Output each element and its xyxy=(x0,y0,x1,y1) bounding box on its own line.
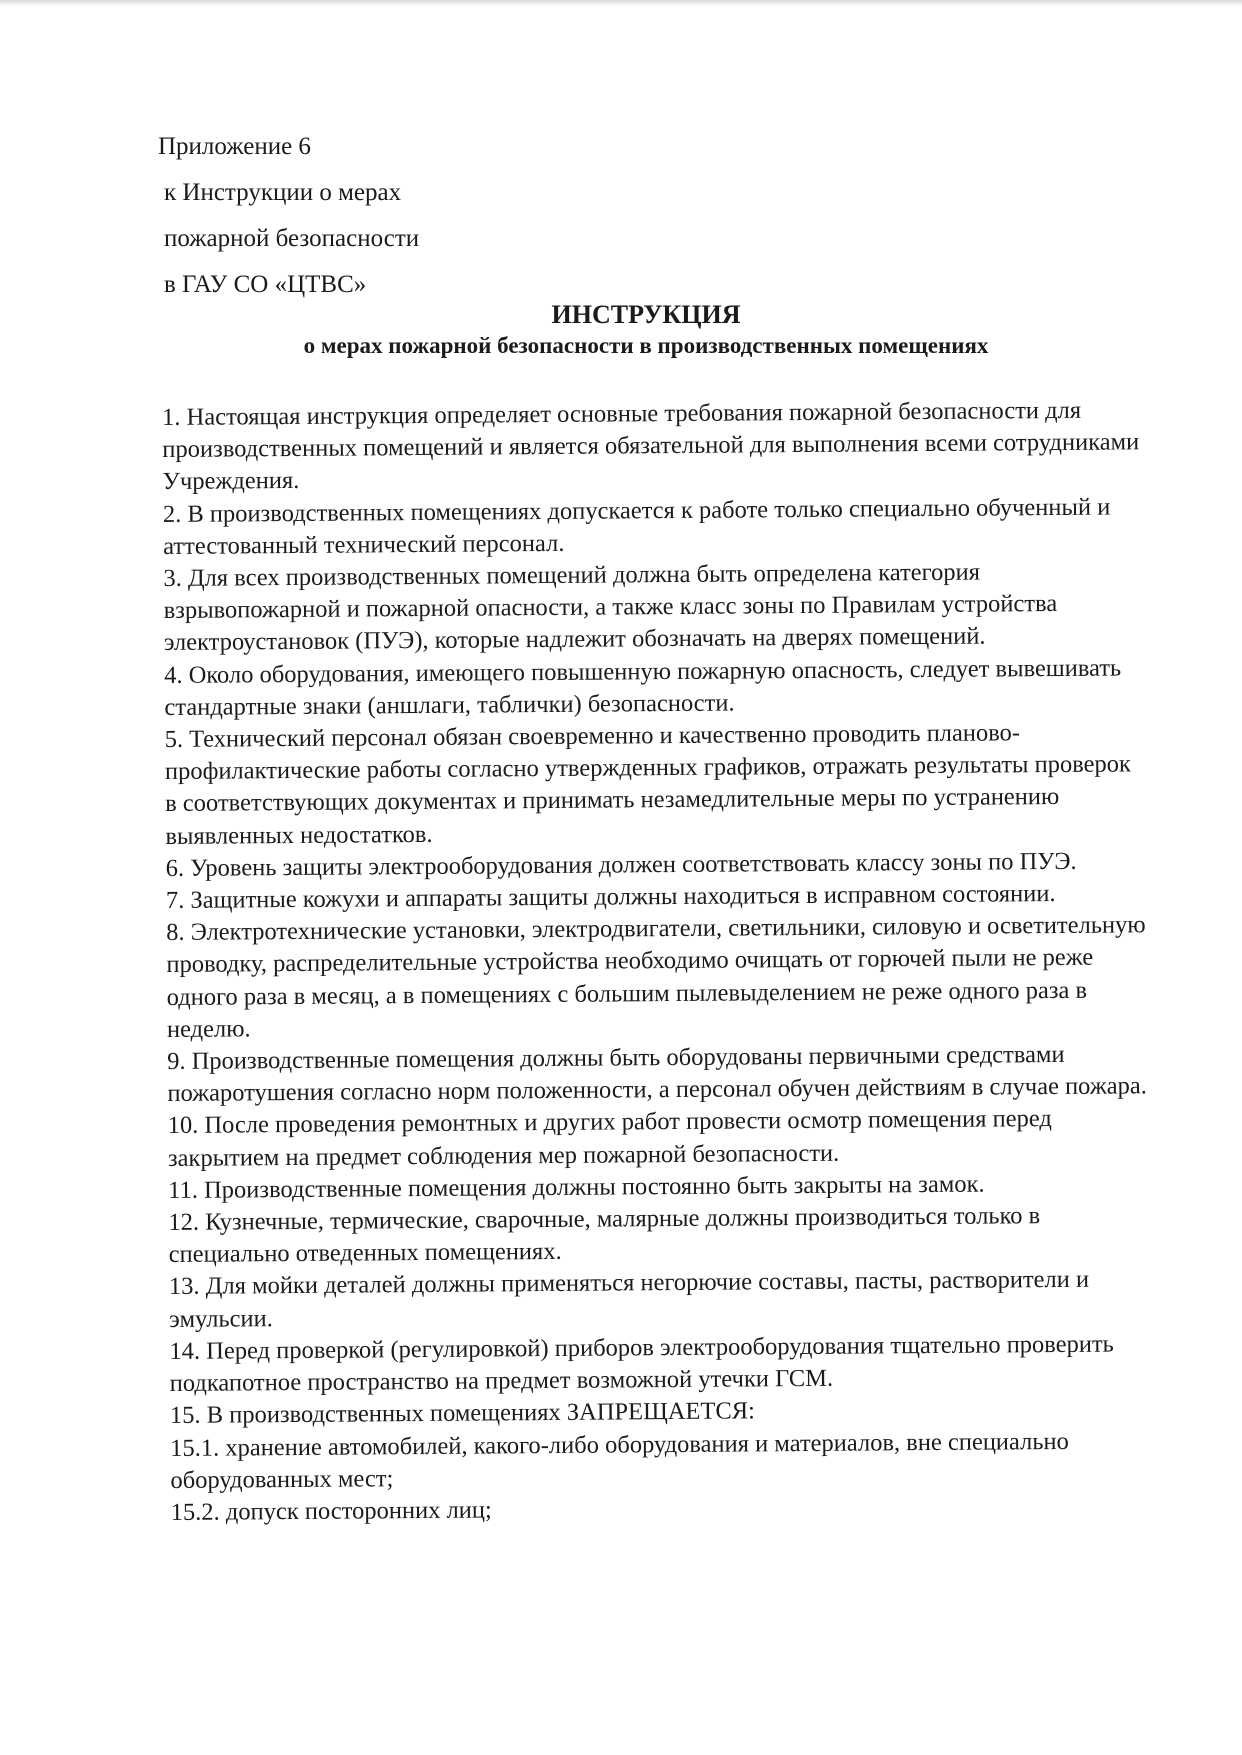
paragraph: 4. Около оборудования, имеющего повышенную пожарную опасность, следует вывешивать стандартные знаки (аншлаги, таблички) безопасности. xyxy=(164,654,1122,721)
appendix-line: к Инструкции о мерах xyxy=(164,179,402,206)
document-body xyxy=(162,394,1151,1529)
paragraph: 13. Для мойки деталей должны применяться негорючие составы, пасты, растворители и эмульсии. xyxy=(168,1266,1090,1333)
document-title: ИНСТРУКЦИЯ xyxy=(551,300,741,329)
paragraph: 12. Кузнечные, термические, сварочные, малярные должны производиться только в специально отведенных помещениях. xyxy=(168,1202,1041,1269)
paragraph: 7. Защитные кожухи и аппараты защиты должны находиться в исправном состоянии. xyxy=(165,880,1056,915)
appendix-line: в ГАУ СО «ЦТВС» xyxy=(164,271,367,298)
appendix-header xyxy=(158,124,419,308)
paragraph: 15.1. хранение автомобилей, какого-либо оборудования и материалов, вне специально оборудованных мест; xyxy=(170,1427,1069,1494)
paragraph: 15.2. допуск посторонних лиц; xyxy=(170,1496,492,1526)
appendix-line: Приложение 6 xyxy=(158,133,311,160)
paragraph: 5. Технический персонал обязан своевременно и качественно проводить планово-профилактические работы согласно утвержденных графиков, отражать результаты проверок в соответствующих документах и принимать незамедлительные меры по устранению выявленных недостатков. xyxy=(164,719,1131,850)
scan-edge xyxy=(0,0,1242,6)
paragraph: 9. Производственные помещения должны быть оборудованы первичными средствами пожаротушения согласно норм положенности, а персонал обучен действиям в случае пожара. xyxy=(167,1040,1147,1108)
paragraph: 10. После проведения ремонтных и других работ провести осмотр помещения перед закрытием на предмет соблюдения мер пожарной безопасности. xyxy=(167,1105,1052,1172)
paragraph: 1. Настоящая инструкция определяет основные требования пожарной безопасности для производственных помещений и является обязательной для выполнения всеми сотрудниками Учреждения. xyxy=(162,396,1140,496)
appendix-line: пожарной безопасности xyxy=(164,225,420,252)
paragraph: 2. В производственных помещениях допускается к работе только специально обученный и аттестованный технический персонал. xyxy=(162,493,1111,560)
paragraph: 11. Производственные помещения должны постоянно быть закрыты на замок. xyxy=(168,1170,985,1204)
paragraph: 8. Электротехнические установки, электродвигатели, светильники, силовую и осветительную проводку, распределительные устройства необходимо очищать от горючей пыли не реже одного раза в месяц, а в помещениях с большим пылевыделением не реже одного раза в неделю. xyxy=(166,911,1146,1043)
paragraph: 6. Уровень защиты электрооборудования должен соответствовать классу зоны по ПУЭ. xyxy=(165,847,1077,882)
document-subtitle: о мерах пожарной безопасности в производственных помещениях xyxy=(303,333,989,358)
paragraph: 3. Для всех производственных помещений должна быть определена категория взрывопожарной и пожарной опасности, а также класс зоны по Правилам устройства электроустановок (ПУЭ), которые надлежит обозначать на дверях помещений. xyxy=(163,558,1058,657)
paragraph: 15. В производственных помещениях ЗАПРЕЩАЕТСЯ: xyxy=(169,1397,755,1430)
paragraph: 14. Перед проверкой (регулировкой) приборов электрооборудования тщательно проверить подкапотное пространство на предмет возможной утечки ГСМ. xyxy=(169,1330,1114,1398)
